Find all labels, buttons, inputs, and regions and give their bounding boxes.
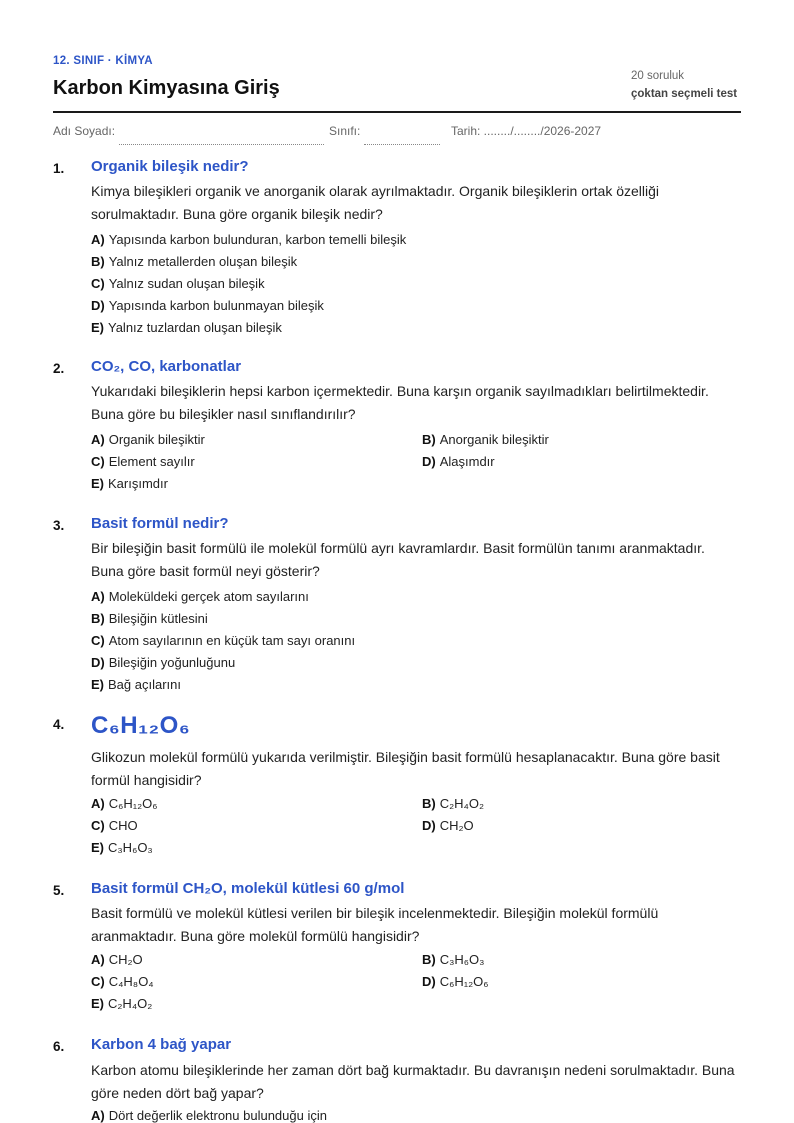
question-number: 4. — [53, 717, 65, 732]
option-a[interactable]: A) Organik bileşiktir — [91, 432, 205, 447]
option-b[interactable]: B) C₂H₄O₂ — [422, 796, 485, 811]
student-info-row — [53, 113, 741, 143]
class-blank — [364, 135, 440, 145]
option-d[interactable]: D) CH₂O — [422, 818, 474, 833]
option-e[interactable]: E) Bağ açılarını — [91, 677, 181, 692]
test-type: çoktan seçmeli test — [631, 88, 738, 100]
option-b[interactable]: B) Anorganik bileşiktir — [422, 432, 549, 447]
question-title: Basit formül CH₂O, molekül kütlesi 60 g/mol — [91, 880, 405, 897]
option-b[interactable]: B) Bileşiğin kütlesini — [91, 611, 208, 626]
grade-subject-label: 12. SINIF · KİMYA — [53, 55, 153, 67]
question-title: CO₂, CO, karbonatlar — [91, 358, 242, 375]
option-a[interactable]: A) Moleküldeki gerçek atom sayılarını — [91, 589, 309, 604]
name-field[interactable] — [53, 124, 115, 138]
option-e[interactable]: E) C₂H₄O₂ — [91, 996, 153, 1011]
question-text: Basit formülü ve molekül kütlesi verilen bir bileşik incelenmektedir. Bileşiğin molekül formülü aranmaktadır. Buna göre molekül formülü hangisidir? — [91, 905, 659, 944]
worksheet-title: Karbon Kimyasına Giriş — [53, 77, 280, 99]
question-title: Karbon 4 bağ yapar — [91, 1036, 232, 1053]
option-a[interactable]: A) Dört değerlik elektronu bulunduğu için — [91, 1108, 327, 1123]
name-label: Adı Soyadı: — [53, 124, 116, 138]
option-e[interactable]: E) Yalnız tuzlardan oluşan bileşik — [91, 320, 282, 335]
question-number: 1. — [53, 161, 65, 176]
option-b[interactable]: B) C₃H₆O₃ — [422, 952, 485, 967]
test-meta — [631, 70, 741, 100]
class-field[interactable] — [329, 124, 360, 138]
worksheet-page — [53, 0, 741, 1123]
option-d[interactable]: D) Bileşiğin yoğunluğunu — [91, 655, 236, 670]
question-text: Bir bileşiğin basit formülü ile molekül formülü ayrı kavramlardır. Basit formülün tanımı aranmaktadır. Buna göre basit formül neyi gösterir? — [91, 540, 705, 579]
question-text: Glikozun molekül formülü yukarıda verilmiştir. Bileşiğin basit formülü hesaplanacaktır. Buna göre basit formül hangisidir? — [91, 749, 720, 788]
option-c[interactable]: C) C₄H₈O₄ — [91, 974, 154, 989]
question-text: Kimya bileşikleri organik ve anorganik olarak ayrılmaktadır. Organik bileşiklerin ortak özelliği sorulmaktadır. Buna göre organik bileşik nedir? — [91, 183, 660, 222]
question-text: Yukarıdaki bileşiklerin hepsi karbon içermektedir. Buna karşın organik sayılmadıkları belirtilmektedir. Buna göre bu bileşikler nasıl sınıflandırılır? — [91, 383, 709, 422]
question-number: 5. — [53, 883, 65, 898]
question-number: 3. — [53, 518, 65, 533]
question-text: Karbon atomu bileşiklerinde her zaman dört bağ kurmaktadır. Bu davranışın nedeni sorulmaktadır. Buna göre neden dört bağ yapar? — [91, 1062, 735, 1101]
name-blank — [119, 135, 324, 145]
worksheet-header — [53, 0, 741, 113]
question-title: Basit formül nedir? — [91, 515, 229, 532]
date-field[interactable]: Tarih: ......../......../2026-2027 — [451, 124, 602, 138]
question-number: 6. — [53, 1039, 65, 1054]
option-b[interactable]: B) Yalnız metallerden oluşan bileşik — [91, 254, 298, 269]
question-title: Organik bileşik nedir? — [91, 158, 249, 175]
option-d[interactable]: D) C₆H₁₂O₆ — [422, 974, 489, 989]
question-count: 20 soruluk — [631, 70, 685, 82]
option-d[interactable]: D) Alaşımdır — [422, 454, 495, 469]
option-d[interactable]: D) Yapısında karbon bulunmayan bileşik — [91, 298, 324, 313]
formula-title: C₆H₁₂O₆ — [91, 712, 191, 739]
class-label: Sınıfı: — [329, 124, 361, 138]
option-a[interactable]: A) Yapısında karbon bulunduran, karbon temelli bileşik — [91, 232, 407, 247]
option-c[interactable]: C) CHO — [91, 818, 138, 833]
option-c[interactable]: C) Atom sayılarının en küçük tam sayı oranını — [91, 633, 356, 648]
option-e[interactable]: E) C₃H₆O₃ — [91, 840, 153, 855]
option-a[interactable]: A) CH₂O — [91, 952, 143, 967]
option-e[interactable]: E) Karışımdır — [91, 476, 168, 491]
option-a[interactable]: A) C₆H₁₂O₆ — [91, 796, 158, 811]
option-c[interactable]: C) Yalnız sudan oluşan bileşik — [91, 276, 265, 291]
option-c[interactable]: C) Element sayılır — [91, 454, 195, 469]
question-number: 2. — [53, 361, 65, 376]
